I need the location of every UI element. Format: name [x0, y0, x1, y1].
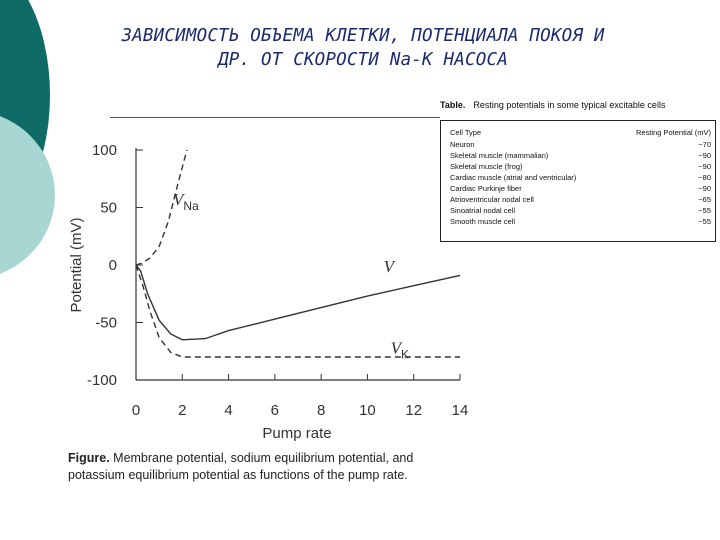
- table-cell-type: Cardiac muscle (atrial and ventricular): [450, 173, 577, 182]
- x-tick-label: 10: [359, 402, 376, 419]
- table-cell-value: −70: [698, 140, 711, 149]
- table-cell-type: Atrioventricular nodal cell: [450, 195, 534, 204]
- table-cell-value: −80: [698, 173, 711, 182]
- x-tick-label: 2: [178, 402, 187, 419]
- y-axis-label: Potential (mV): [68, 217, 85, 313]
- table-cell-value: −65: [698, 195, 711, 204]
- table-cell-value: −55: [698, 206, 711, 215]
- x-tick-label: 8: [316, 402, 326, 419]
- table-cell-type: Sinoatrial nodal cell: [450, 206, 516, 215]
- figure-caption: [68, 450, 413, 484]
- x-tick-label: 14: [451, 402, 469, 419]
- figure-label: Figure.: [68, 451, 110, 465]
- series-label: V: [383, 256, 395, 276]
- series-label: $V_K$: [390, 338, 409, 362]
- table-cell-value: −90: [698, 162, 711, 171]
- x-tick-label: 6: [270, 402, 280, 419]
- x-tick-label: 0: [131, 402, 141, 419]
- slide-title-line-1: ЗАВИСИМОСТЬ ОБЪЕМА КЛЕТКИ, ПОТЕНЦИАЛА ПОКОЯ И: [121, 26, 605, 46]
- y-tick-label: -100: [86, 372, 117, 389]
- series-label-subscript: K: [400, 347, 409, 362]
- slide-title-line-2: ДР. ОТ СКОРОСТИ Na-K НАСОСА: [218, 50, 508, 70]
- table-cell-type: Cardiac Purkinje fiber: [450, 184, 522, 193]
- x-axis-label: Pump rate: [262, 425, 332, 442]
- table-cell-type: Skeletal muscle (mammalian): [450, 151, 549, 160]
- table-label: Table.: [440, 100, 466, 110]
- y-tick-label: 50: [100, 199, 117, 217]
- table-cell-value: −55: [698, 217, 711, 226]
- table-cell-type: Neuron: [450, 140, 475, 149]
- series-label-subscript: Na: [183, 199, 199, 214]
- figure-caption-line-1: Membrane potential, sodium equilibrium potential, and: [113, 451, 414, 465]
- table-header-resting-potential: Resting Potential (mV): [635, 128, 711, 137]
- series-line-v: [136, 265, 460, 340]
- table-header-cell-type: Cell Type: [450, 128, 482, 137]
- series-line-v-k: [136, 265, 460, 357]
- series-label: $V_{Na}$: [173, 190, 199, 214]
- figure-caption-line-2: potassium equilibrium potential as functions of the pump rate.: [68, 468, 408, 482]
- table-cell-value: −90: [698, 151, 711, 160]
- y-tick-label: 0: [108, 257, 117, 274]
- y-tick-label: -50: [95, 314, 117, 332]
- x-tick-label: 4: [224, 402, 233, 419]
- table-cell-type: Skeletal muscle (frog): [450, 162, 523, 171]
- table-caption-text: Resting potentials in some typical excitable cells: [473, 100, 666, 110]
- table-cell-type: Smooth muscle cell: [450, 217, 516, 226]
- y-tick-label: 100: [91, 142, 117, 159]
- table-cell-value: −90: [698, 184, 711, 193]
- x-tick-label: 12: [405, 402, 423, 419]
